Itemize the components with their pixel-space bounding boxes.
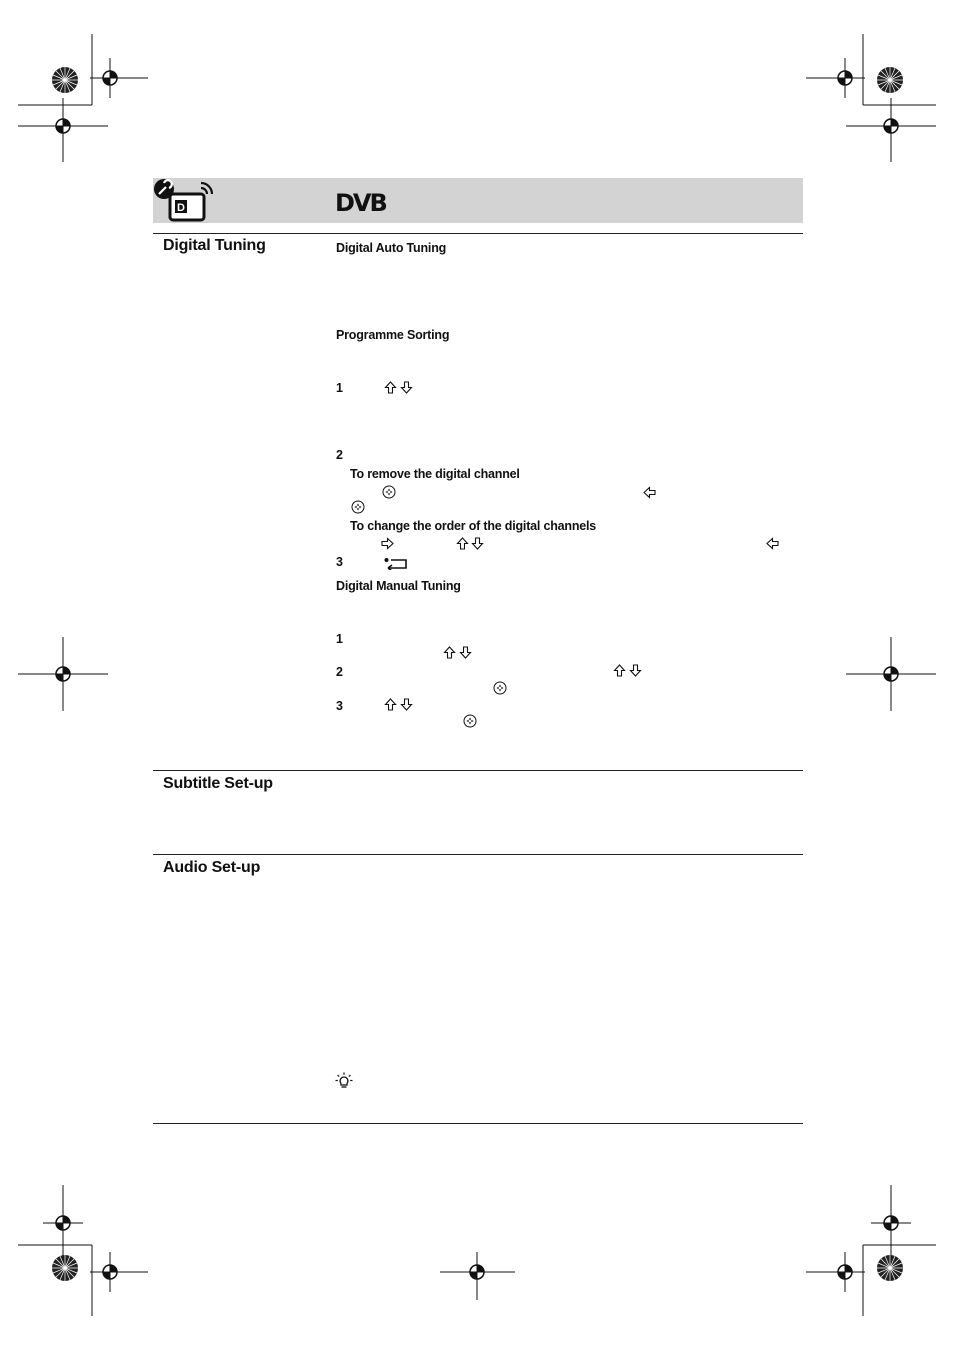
remove-channel-heading: To remove the digital channel bbox=[350, 467, 520, 481]
arrow-left-icon bbox=[766, 537, 779, 550]
digital-auto-tuning-heading: Digital Auto Tuning bbox=[336, 241, 447, 255]
section-rule bbox=[153, 770, 803, 771]
return-icon bbox=[384, 557, 408, 570]
arrow-up-icon bbox=[613, 664, 626, 677]
arrow-down-icon bbox=[400, 698, 413, 711]
arrow-down-icon bbox=[400, 381, 413, 394]
dvb-logo-icon bbox=[335, 190, 389, 214]
arrow-down-icon bbox=[629, 664, 642, 677]
step-number: 3 bbox=[336, 555, 343, 569]
subtitle-setup-title: Subtitle Set-up bbox=[163, 775, 273, 792]
ok-button-icon bbox=[463, 714, 477, 728]
section-rule bbox=[153, 854, 803, 855]
arrow-up-icon bbox=[443, 646, 456, 659]
arrow-left-icon bbox=[643, 486, 656, 499]
arrow-right-icon bbox=[381, 537, 394, 550]
arrow-up-icon bbox=[456, 537, 469, 550]
digital-manual-tuning-heading: Digital Manual Tuning bbox=[336, 579, 461, 593]
arrow-up-icon bbox=[384, 381, 397, 394]
step-number: 1 bbox=[336, 632, 343, 646]
step-number: 1 bbox=[336, 381, 343, 395]
hint-lightbulb-icon bbox=[335, 1072, 353, 1090]
ok-button-icon bbox=[493, 681, 507, 695]
step-number: 2 bbox=[336, 665, 343, 679]
svg-text:DVB: DVB bbox=[335, 190, 386, 214]
section-rule bbox=[153, 233, 803, 234]
svg-text:D: D bbox=[177, 202, 185, 214]
ok-button-icon bbox=[382, 485, 396, 499]
step-number: 3 bbox=[336, 699, 343, 713]
programme-sorting-heading: Programme Sorting bbox=[336, 328, 450, 342]
digital-tuning-title: Digital Tuning bbox=[163, 237, 266, 254]
arrow-down-icon bbox=[471, 537, 484, 550]
arrow-down-icon bbox=[459, 646, 472, 659]
header-band bbox=[153, 178, 803, 223]
section-rule bbox=[153, 1123, 803, 1124]
audio-setup-title: Audio Set-up bbox=[163, 859, 261, 876]
arrow-up-icon bbox=[384, 698, 397, 711]
change-order-heading: To change the order of the digital channels bbox=[350, 519, 597, 533]
step-number: 2 bbox=[336, 448, 343, 462]
ok-button-icon bbox=[351, 500, 365, 514]
digital-setup-icon bbox=[153, 178, 215, 223]
